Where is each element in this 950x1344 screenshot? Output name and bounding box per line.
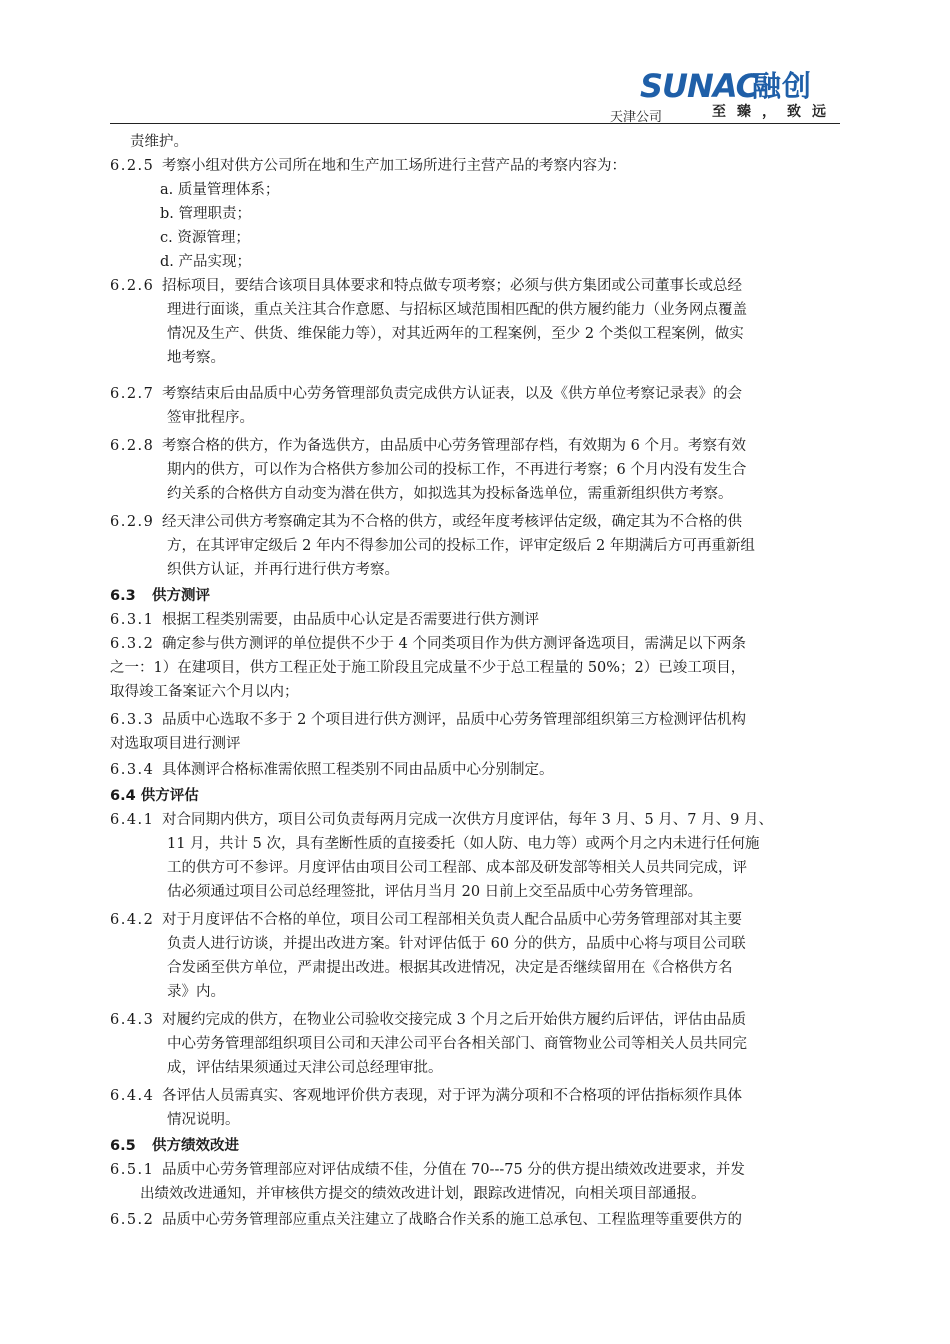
logo-text: SUNAC [640,67,759,105]
clause-6-3-2: 6.3.2 确定参与供方测评的单位提供不少于 4 个同类项目作为供方测评备选项目，需满足以下两条 [110,636,746,652]
text-line: 情况说明。 [167,1112,240,1128]
company-name: 天津公司 [610,110,663,125]
text-line: 出绩效改进通知，并审核供方提交的绩效改进计划，跟踪改进情况，向相关项目部通报。 [140,1186,706,1202]
text-line: 中心劳务管理部组织项目公司和天津公司平台各相关部门、商管物业公司等相关人员共同完 [167,1036,747,1052]
list-item: d. 产品实现； [160,254,251,270]
clause-6-2-5: 6.2.5 考察小组对供方公司所在地和生产加工场所进行主营产品的考察内容为： [110,158,626,174]
text-line: 责维护。 [130,134,188,150]
page-header [110,68,840,124]
text-line: 对选取项目进行测评 [110,736,241,752]
text-line: 约关系的合格供方自动变为潜在供方，如拟选其为投标备选单位，需重新组织供方考察。 [167,486,733,502]
text-line: 方，在其评审定级后 2 年内不得参加公司的投标工作，评审定级后 2 年期满后方可再重新组 [167,538,755,554]
text-line: 11 月，共计 5 次，具有垄断性质的直接委托（如人防、电力等）或两个月之内未进行任何施 [167,836,760,852]
clause-6-4-3: 6.4.3 对履约完成的供方，在物业公司验收交接完成 3 个月之后开始供方履约后评估，评估由品质 [110,1012,746,1028]
clause-6-3-4: 6.3.4 具体测评合格标准需依照工程类别不同由品质中心分别制定。 [110,762,554,778]
section-heading-6-3: 6.3 供方测评 [110,588,210,604]
clause-6-4-1: 6.4.1 对合同期内供方，项目公司负责每两月完成一次供方月度评估，每年 3 月、5 月、7 月、9 月、 [110,812,773,828]
logo-slogan: 至臻，致远 [712,104,837,120]
text-line: 之一：1）在建项目，供方工程正处于施工阶段且完成量不少于总工程量的 50%；2）已竣工项目， [110,660,746,676]
clause-6-5-1: 6.5.1 品质中心劳务管理部应对评估成绩不佳，分值在 70---75 分的供方提出绩效改进要求，并发 [110,1162,745,1178]
clause-6-3-1: 6.3.1 根据工程类别需要，由品质中心认定是否需要进行供方测评 [110,612,539,628]
clause-6-4-4: 6.4.4 各评估人员需真实、客观地评价供方表现，对于评为满分项和不合格项的评估指标须作具体 [110,1088,742,1104]
list-item: b. 管理职责； [160,206,251,222]
text-line: 录》内。 [167,984,225,1000]
section-heading-6-5: 6.5 供方绩效改进 [110,1138,239,1154]
clause-6-2-6: 6.2.6 招标项目，要结合该项目具体要求和特点做专项考察；必须与供方集团或公司董事长或总经 [110,278,742,294]
text-line: 理进行面谈，重点关注其合作意愿、与招标区域范围相匹配的供方履约能力（业务网点覆盖 [167,302,747,318]
logo-chinese: 融创 [752,69,813,103]
text-line: 织供方认证，并再行进行供方考察。 [167,562,399,578]
text-line: 期内的供方，可以作为合格供方参加公司的投标工作，不再进行考察；6 个月内没有发生合 [167,462,747,478]
list-item: a. 质量管理体系； [160,182,280,198]
text-line: 估必须通过项目公司总经理签批，评估月当月 20 日前上交至品质中心劳务管理部。 [167,884,703,900]
text-line: 成，评估结果须通过天津公司总经理审批。 [167,1060,443,1076]
clause-6-2-9: 6.2.9 经天津公司供方考察确定其为不合格的供方，或经年度考核评估定级，确定其为不合格的供 [110,514,742,530]
text-line: 情况及生产、供货、维保能力等），对其近两年的工程案例，至少 2 个类似工程案例，做实 [167,326,744,342]
sunac-logo [640,68,840,120]
text-line: 地考察。 [167,350,225,366]
text-line: 负责人进行访谈，并提出改进方案。针对评估低于 60 分的供方，品质中心将与项目公司联 [167,936,746,952]
clause-6-2-7: 6.2.7 考察结束后由品质中心劳务管理部负责完成供方认证表，以及《供方单位考察记录表》的会 [110,386,742,402]
clause-6-4-2: 6.4.2 对于月度评估不合格的单位，项目公司工程部相关负责人配合品质中心劳务管理部对其主要 [110,912,742,928]
header-divider [110,123,840,124]
text-line: 工的供方可不参评。月度评估由项目公司工程部、成本部及研发部等相关人员共同完成，评 [167,860,747,876]
section-heading-6-4: 6.4 供方评估 [110,788,199,804]
text-line: 签审批程序。 [167,410,254,426]
list-item: c. 资源管理； [160,230,250,246]
text-line: 合发函至供方单位，严肃提出改进。根据其改进情况，决定是否继续留用在《合格供方名 [167,960,733,976]
text-line: 取得竣工备案证六个月以内； [110,684,299,700]
clause-6-5-2: 6.5.2 品质中心劳务管理部应重点关注建立了战略合作关系的施工总承包、工程监理等重要供方的 [110,1212,742,1228]
clause-6-2-8: 6.2.8 考察合格的供方，作为备选供方，由品质中心劳务管理部存档，有效期为 6 个月。考察有效 [110,438,746,454]
clause-6-3-3: 6.3.3 品质中心选取不多于 2 个项目进行供方测评，品质中心劳务管理部组织第三方检测评估机构 [110,712,746,728]
